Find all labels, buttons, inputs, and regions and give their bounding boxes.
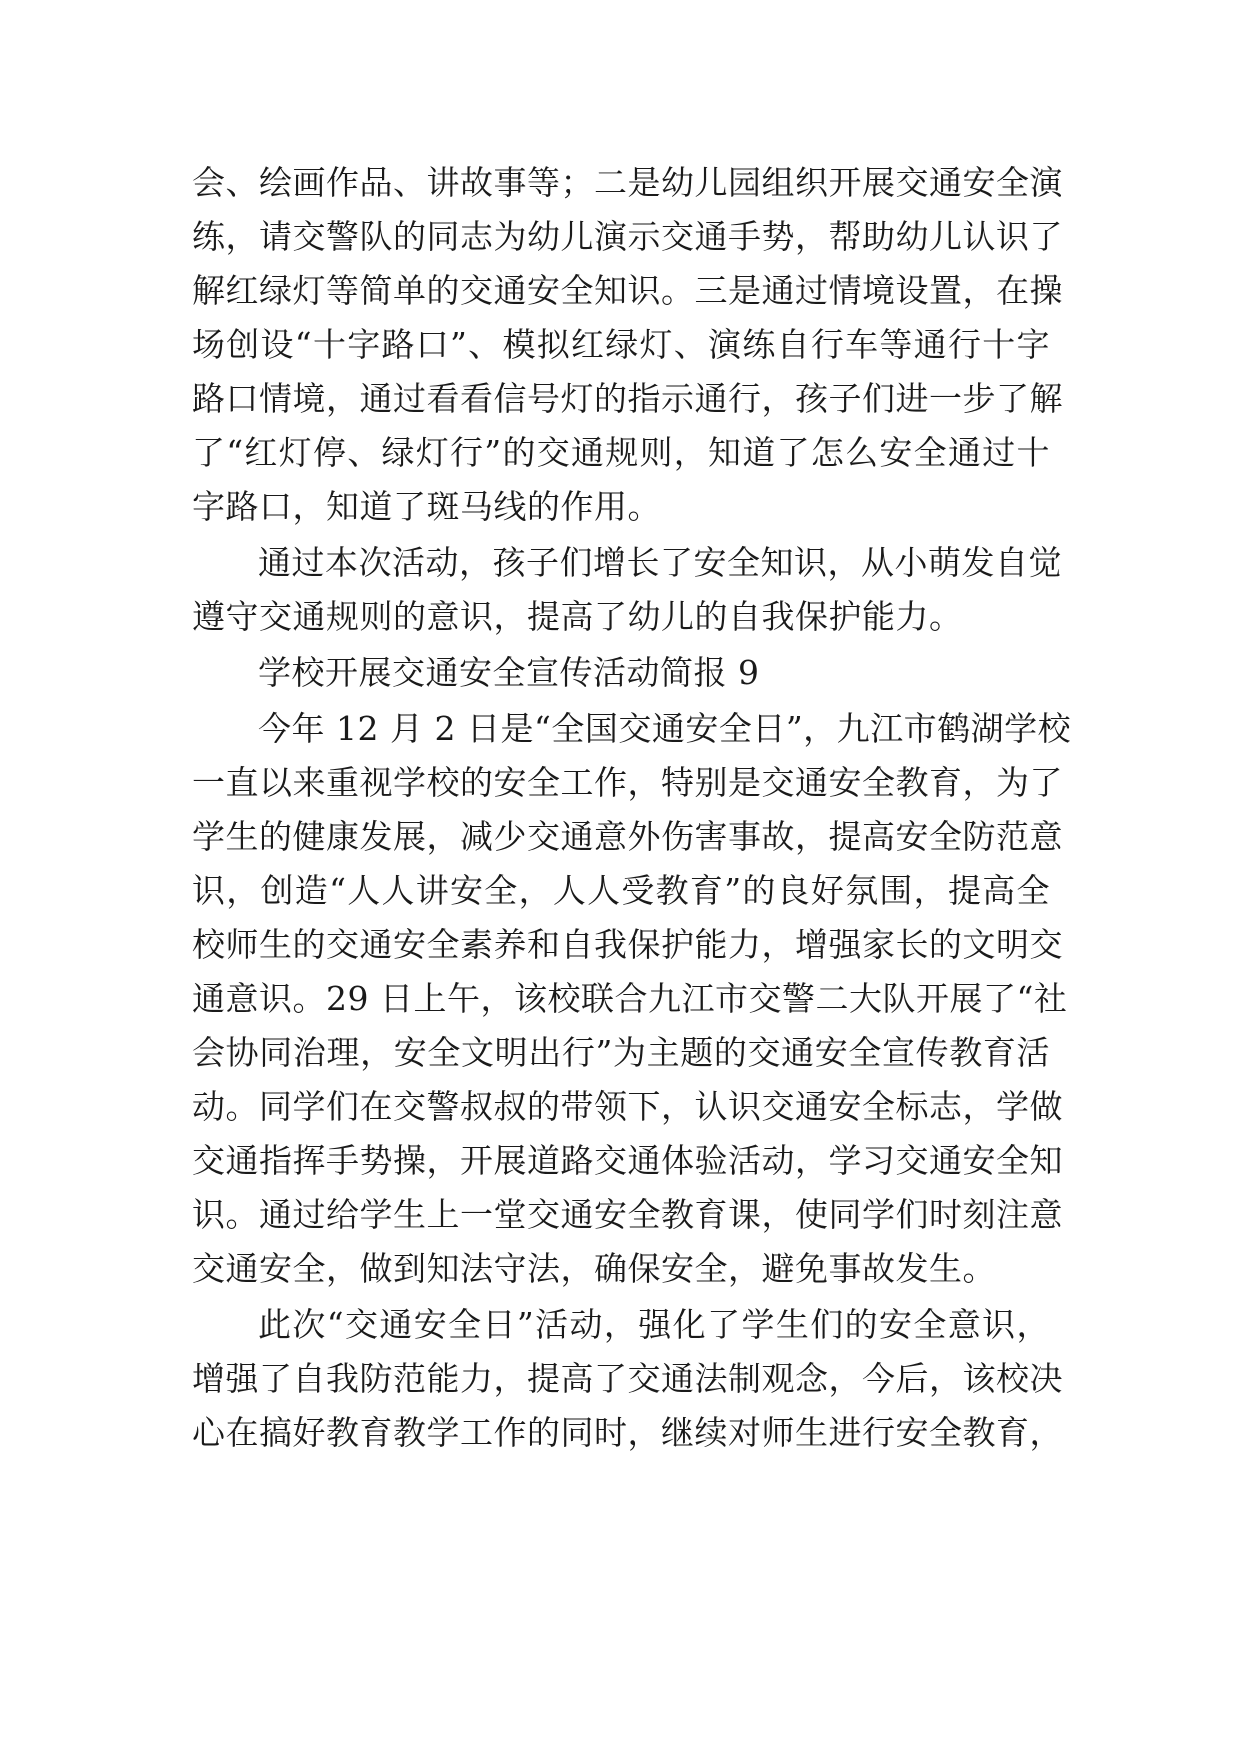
text-line: 路口情境，通过看看信号灯的指示通行，孩子们进一步了解 xyxy=(192,379,1063,418)
text-line: 校师生的交通安全素养和自我保护能力，增强家长的文明交 xyxy=(192,925,1063,964)
text-line: 字路口，知道了斑马线的作用。 xyxy=(192,487,661,526)
text-line: 动。同学们在交警叔叔的带领下，认识交通安全标志，学做 xyxy=(192,1087,1063,1126)
text-line: 此次“交通安全日”活动，强化了学生们的安全意识， xyxy=(258,1305,1050,1344)
text-line: 识。通过给学生上一堂交通安全教育课，使同学们时刻注意 xyxy=(192,1195,1063,1234)
text-line: 交通指挥手势操，开展道路交通体验活动，学习交通安全知 xyxy=(192,1141,1063,1180)
text-line: 了“红灯停、绿灯行”的交通规则，知道了怎么安全通过十 xyxy=(192,433,1050,472)
text-line: 心在搞好教育教学工作的同时，继续对师生进行安全教育， xyxy=(192,1413,1063,1452)
text-line: 增强了自我防范能力，提高了交通法制观念，今后，该校决 xyxy=(192,1359,1063,1398)
text-line: 场创设“十字路口”、模拟红绿灯、演练自行车等通行十字 xyxy=(192,325,1050,364)
text-line: 识，创造“人人讲安全，人人受教育”的良好氛围，提高全 xyxy=(192,871,1050,910)
text-line: 一直以来重视学校的安全工作，特别是交通安全教育，为了 xyxy=(192,763,1063,802)
text-line: 会、绘画作品、讲故事等；二是幼儿园组织开展交通安全演 xyxy=(192,163,1063,202)
text-line: 通意识。29 日上午，该校联合九江市交警二大队开展了“社 xyxy=(192,979,1068,1018)
text-line: 交通安全，做到知法守法，确保安全，避免事故发生。 xyxy=(192,1249,996,1288)
text-line: 通过本次活动，孩子们增长了安全知识，从小萌发自觉 xyxy=(258,543,1062,582)
section-heading: 学校开展交通安全宣传活动简报 9 xyxy=(258,653,760,692)
text-line: 今年 12 月 2 日是“全国交通安全日”，九江市鹤湖学校 xyxy=(258,709,1072,748)
text-line: 学生的健康发展，减少交通意外伤害事故，提高安全防范意 xyxy=(192,817,1063,856)
text-line: 练，请交警队的同志为幼儿演示交通手势，帮助幼儿认识了 xyxy=(192,217,1063,256)
text-line: 遵守交通规则的意识，提高了幼儿的自我保护能力。 xyxy=(192,597,963,636)
text-line: 会协同治理，安全文明出行”为主题的交通安全宣传教育活 xyxy=(192,1033,1050,1072)
text-line: 解红绿灯等简单的交通安全知识。三是通过情境设置，在操 xyxy=(192,271,1063,310)
